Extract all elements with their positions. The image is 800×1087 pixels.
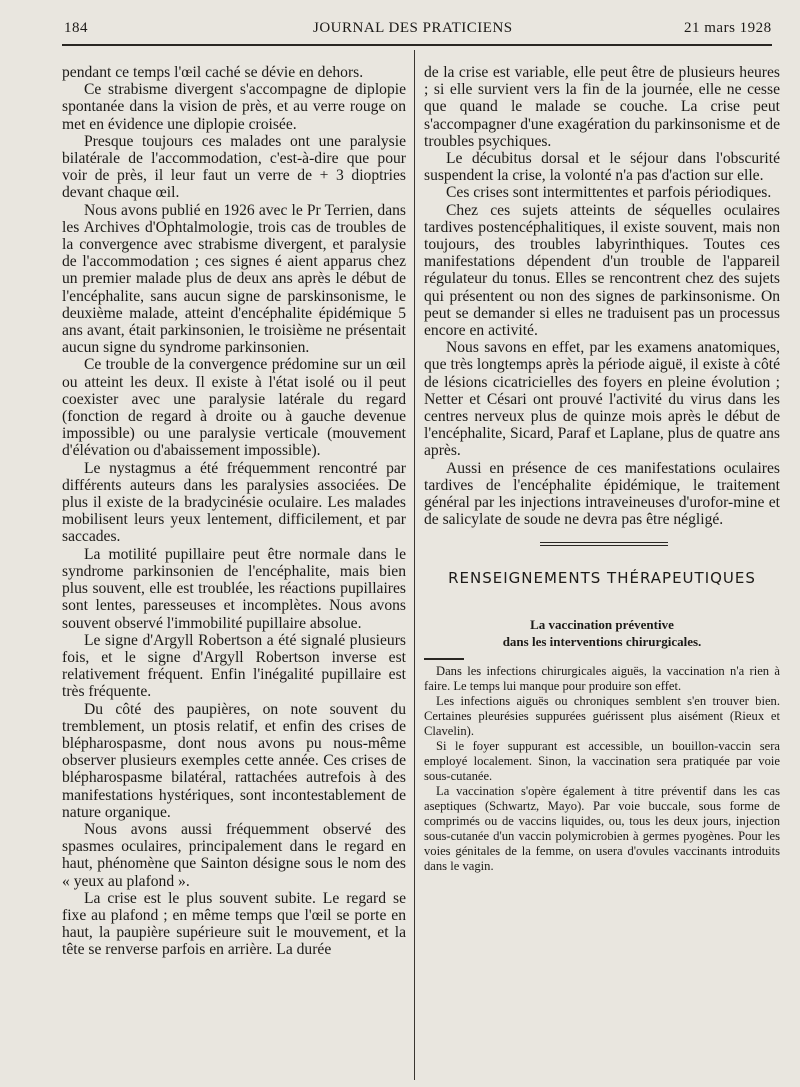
journal-title: JOURNAL DES PRATICIENS xyxy=(313,20,513,36)
paragraph: Nous avons publié en 1926 avec le Pr Terrien, dans les Archives d'Ophtalmologie, trois cas de troubles de la convergence avec strabisme divergent, et paralysie de l'accommodation ; ces signes é aient apparus chez un premier malade plus de deux ans après le début de l'encéphalite, sans aucun signe de parskinsonisme, le deuxième malade, atteint d'encéphalite épidémique 5 ans avant, était parkinsonien, le troisième ne présentait aucun signe du syndrome parkinsonien. xyxy=(62,201,406,357)
article-paragraph: La vaccination s'opère également à titre préventif dans les cas aseptiques (Schwartz, Mayo). Par voie buccale, sous forme de comprimés ou de vaccins liquides, ou, tous les deux jours, injection sous-cutanée d'un vaccin polymicrobien à germes pyogènes. Pour les voies génitales de la femme, on usera d'ovules vaccinants introduits dans le vagin. xyxy=(424,783,780,873)
paragraph: Chez ces sujets atteints de séquelles oculaires tardives postencéphalitiques, il existe souvent, mais non toujours, des troubles labyrinthiques. Toutes ces manifestations dépendent d'un trouble de l'appareil régulateur du tonus. Elles se rencontrent chez des sujets qui présentent ou non des signes de parkinsonisme. On peut se demander si elles ne traduisent pas un processus encore en activité. xyxy=(424,201,780,340)
paragraph: Du côté des paupières, on note souvent du tremblement, un ptosis relatif, et enfin des crises de blépharospasme, dont nous avons pu nous-même observer plusieurs exemples cette année. Ces crises de blépharospasme bilatéral, rattachées autrefois à des manifestations hystériques, sont incontestablement de nature organique. xyxy=(62,700,406,821)
paragraph: Le décubitus dorsal et le séjour dans l'obscurité suspendent la crise, la volonté n'a pas d'action sur elle. xyxy=(424,150,780,185)
article-title xyxy=(424,616,780,650)
paragraph: Nous savons en effet, par les examens anatomiques, que très longtemps après la période aiguë, il existe à côté de lésions cicatricielles des foyers en pleine évolution ; Netter et Césari ont prouvé l'activité du virus dans les centres nerveux plus de quinze mois après le début de l'encéphalite, Sicard, Paraf et Laplane, plus de quatre ans après. xyxy=(424,339,780,460)
section-title: RENSEIGNEMENTS THÉRAPEUTIQUES xyxy=(448,569,756,588)
left-column xyxy=(62,64,406,959)
paragraph: Ces crises sont intermittentes et parfois périodiques. xyxy=(446,184,772,202)
article-title-line: dans les interventions chirurgicales. xyxy=(502,633,702,649)
paragraph: Nous avons aussi fréquemment observé des spasmes oculaires, principalement dans le regard en haut, phénomène que Sainton désigne sous le nom des « yeux au plafond ». xyxy=(62,820,406,890)
article-paragraph: Dans les infections chirurgicales aiguës, la vaccination n'a rien à faire. Le temps lui manque pour produire son effet. xyxy=(424,663,780,693)
paragraph: Le nystagmus a été fréquemment rencontré par différents auteurs dans les paralysies associées. De plus il existe de la bradycinésie oculaire. Les malades mobilisent leurs yeux lentement, difficilement, et par saccades. xyxy=(62,459,406,546)
page-number: 184 xyxy=(64,20,88,36)
section-divider xyxy=(540,542,668,546)
article-body xyxy=(424,664,780,874)
paragraph: La motilité pupillaire peut être normale dans le syndrome parkinsonien de l'encéphalite, mais bien plus souvent, elle est troublée, les réactions pupillaires sont lentes, paresseuses et incomplètes. Nous avons souvent observé l'immobilité pupillaire absolue. xyxy=(62,545,406,632)
paragraph: Aussi en présence de ces manifestations oculaires tardives de l'encéphalite épidémique, le traitement général par les injections intraveineuses d'urofor-mine et de salicylate de soude ne devra pas être négligé. xyxy=(424,459,780,529)
paragraph: Ce trouble de la convergence prédomine sur un œil ou atteint les deux. Il existe à l'état isolé ou il peut coexister avec une paralysie latérale du regard (fonction de regard à droite ou à gauche devenue impossible) ou une paralysie verticale (mouvement d'élévation ou d'abaissement impossible). xyxy=(62,356,406,460)
article-title-line: La vaccination préventive xyxy=(530,616,674,632)
page-header xyxy=(0,0,800,44)
column-divider xyxy=(414,50,415,1080)
paragraph: Ce strabisme divergent s'accompagne de diplopie spontanée dans la vision de près, et au verre rouge on met en évidence une diplopie croisée. xyxy=(62,81,406,133)
paragraph: pendant ce temps l'œil caché se dévie en dehors. xyxy=(62,64,364,81)
paragraph: Le signe d'Argyll Robertson a été signalé plusieurs fois, et le signe d'Argyll Robertson inverse est relativement fréquent. Enfin l'inégalité pupillaire est très fréquente. xyxy=(62,631,406,701)
article-paragraph: Si le foyer suppurant est accessible, un bouillon-vaccin sera employé localement. Sinon, la vaccination sera pratiquée par voie sous-cutanée. xyxy=(424,738,780,783)
paragraph: Presque toujours ces malades ont une paralysie bilatérale de l'accommodation, c'est-à-dire que pour voir de près, il leur faut un verre de + 3 dioptries devant chaque œil. xyxy=(62,132,406,202)
article-rule xyxy=(424,658,464,660)
paragraph: de la crise est variable, elle peut être de plusieurs heures ; si elle survient vers la fin de la journée, elle ne cesse que quand le malade se couche. La crise peut s'accompagner d'une exagération du parkinsonisme et de troubles psychiques. xyxy=(424,64,780,150)
right-column xyxy=(424,64,780,874)
issue-date: 21 mars 1928 xyxy=(684,20,772,36)
paragraph: La crise est le plus souvent subite. Le regard se fixe au plafond ; en même temps que l'œil se porte en haut, la paupière supérieure suit le mouvement, et la tête se renverse parfois en arrière. La durée xyxy=(62,889,406,959)
article-paragraph: Les infections aiguës ou chroniques semblent s'en trouver bien. Certaines pleurésies suppurées guérissent plus aisément (Rieux et Clavelin). xyxy=(424,693,780,738)
header-rule xyxy=(62,44,772,46)
